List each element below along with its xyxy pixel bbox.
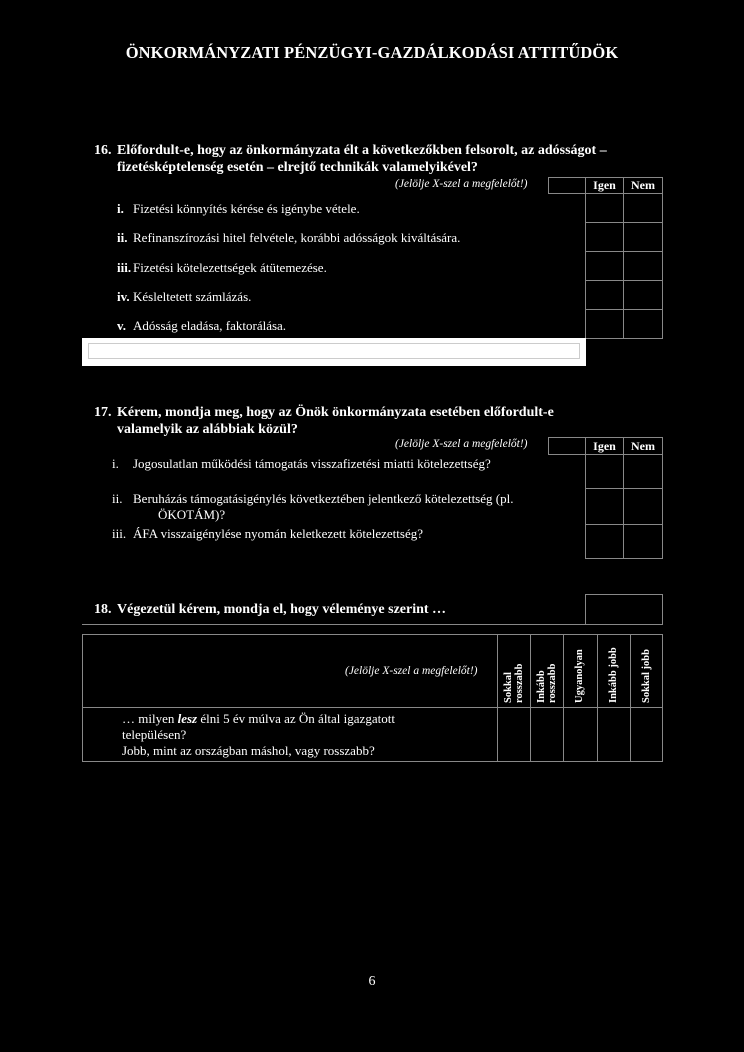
q16-item-ii-text: Refinanszírozási hitel felvétele, korábbi adósságok kiváltására. (133, 230, 461, 245)
q16-item-v-num: v. (117, 318, 127, 333)
q16-iv-yes-box[interactable] (585, 280, 624, 310)
q16-item-i-num: i. (117, 201, 124, 216)
q17-hint: (Jelölje X-szel a megfelelőt!) (395, 438, 528, 450)
q17-header-yes: Igen (585, 437, 624, 455)
q17-item-ii-num: ii. (112, 491, 123, 506)
q18-answer-cell-4[interactable] (631, 708, 662, 762)
q16-item-i-text: Fizetési könnyítés kérése és igénybe vétele. (133, 201, 360, 216)
q18-text: Végezetül kérem, mondja el, hogy véleménye szerint … (117, 602, 447, 617)
q17-text-line2: valamelyik az alábbiak közül? (117, 422, 298, 437)
q17-item-i-text: Jogosulatlan működési támogatás visszafizetési miatti kötelezettség? (133, 456, 491, 471)
q16-ii-no-box[interactable] (623, 222, 663, 252)
q17-text-line1: Kérem, mondja meg, hogy az Önök önkormányzata esetében előfordult-e (117, 405, 554, 420)
q18-number: 18. (94, 602, 112, 617)
q16-item-iii-num: iii. (117, 260, 132, 275)
q16-item-iv-num: iv. (117, 289, 130, 304)
q18-answer-cell-1[interactable] (531, 708, 563, 762)
q18-col-header-0: Sokkal rosszabb (503, 663, 525, 703)
q16-hint: (Jelölje X-szel a megfelelőt!) (395, 178, 528, 190)
q18-answer-cell-0[interactable] (498, 708, 530, 762)
q16-item-iii-text: Fizetési kötelezettségek átütemezése. (133, 260, 327, 275)
q18-answer-cell-3[interactable] (598, 708, 630, 762)
q16-item-v-text: Adósság eladása, faktorálása. (133, 318, 287, 333)
q16-iii-no-box[interactable] (623, 251, 663, 281)
q17-number: 17. (94, 405, 112, 420)
q16-iii-yes-box[interactable] (585, 251, 624, 281)
q16-item-iv-text: Késleltetett számlázás. (133, 289, 252, 304)
q16-ii-yes-box[interactable] (585, 222, 624, 252)
q16-header-yes: Igen (585, 177, 624, 194)
q18-col-header-3: Inkább jobb (608, 647, 619, 703)
q18-col-header-1: Inkább rosszabb (536, 663, 558, 703)
q17-i-yes-box[interactable] (585, 454, 624, 489)
q16-item-ii-num: ii. (117, 230, 128, 245)
q18-top-rule (82, 624, 663, 625)
q17-header-blank (548, 437, 586, 455)
q16-text-line2: fizetésképtelenség esetén – elrejtő technikák valamelyikével? (117, 160, 478, 175)
page-title: ÖNKORMÁNYZATI PÉNZÜGYI-GAZDÁLKODÁSI ATTITŰDÖK (125, 43, 619, 62)
q17-iii-yes-box[interactable] (585, 524, 624, 559)
q18-row-line2: településen? (122, 727, 187, 742)
q18-col-header-4: Sokkal jobb (641, 649, 652, 703)
q17-ii-no-box[interactable] (623, 488, 663, 525)
q16-i-yes-box[interactable] (585, 193, 624, 223)
q16-number: 16. (94, 143, 112, 158)
q16-i-no-box[interactable] (623, 193, 663, 223)
q17-item-ii-text: Beruházás támogatásigénylés következtében jelentkező kötelezettség (pl. (133, 491, 514, 506)
q17-i-no-box[interactable] (623, 454, 663, 489)
q16-iv-no-box[interactable] (623, 280, 663, 310)
page-number: 6 (368, 974, 376, 989)
blank-strip-inner (88, 343, 580, 359)
q16-header-blank (548, 177, 586, 194)
q16-text-line1: Előfordult-e, hogy az önkormányzata élt a következőkben felsorolt, az adósságot – (117, 143, 607, 158)
q18-side-box (585, 594, 663, 625)
q17-ii-yes-box[interactable] (585, 488, 624, 525)
q17-item-ii-text2: ÖKOTÁM)? (158, 507, 226, 522)
q17-item-iii-num: iii. (112, 526, 127, 541)
q18-hint: (Jelölje X-szel a megfelelőt!) (345, 665, 478, 677)
q17-iii-no-box[interactable] (623, 524, 663, 559)
q18-row-line3: Jobb, mint az országban máshol, vagy rosszabb? (122, 743, 375, 758)
q18-answer-cell-2[interactable] (564, 708, 597, 762)
q18-row-line1: … milyen lesz élni 5 év múlva az Ön által igazgatott (122, 711, 395, 726)
q18-col-header-2: Ugyanolyan (574, 649, 585, 703)
q16-v-yes-box[interactable] (585, 309, 624, 339)
q16-header-no: Nem (623, 177, 663, 194)
q17-item-iii-text: ÁFA visszaigénylése nyomán keletkezett kötelezettség? (133, 526, 423, 541)
q17-header-no: Nem (623, 437, 663, 455)
q16-v-no-box[interactable] (623, 309, 663, 339)
q17-item-i-num: i. (112, 456, 119, 471)
